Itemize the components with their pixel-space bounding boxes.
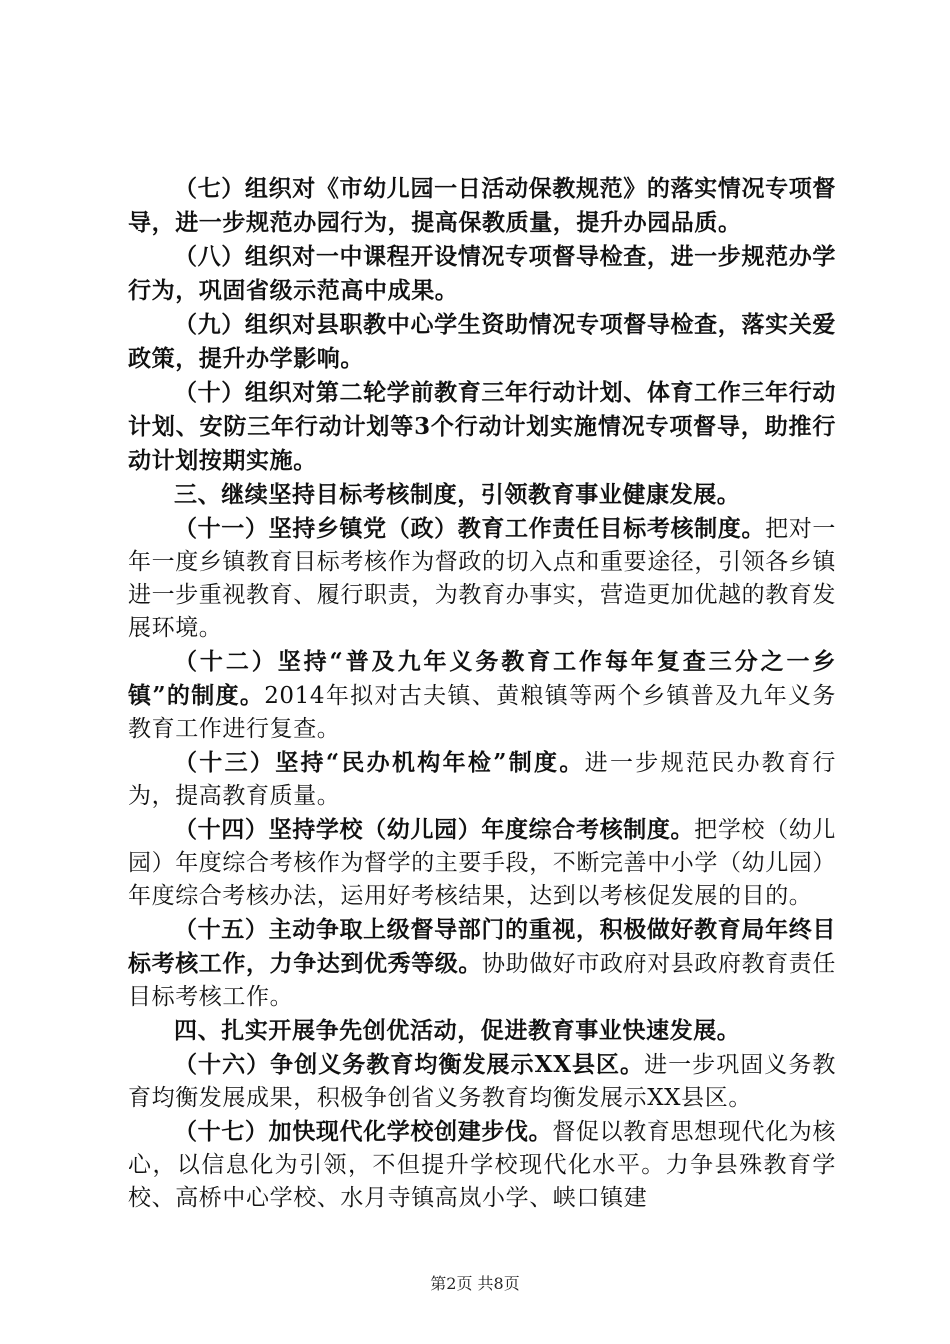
paragraph-text: 进一步规范民办教育行为，提高教育质量。 — [128, 750, 837, 809]
section-heading-text: 三、继续坚持目标考核制度，引领教育事业健康发展。 — [174, 481, 741, 508]
paragraph — [128, 172, 836, 240]
page-footer: 第2页 共8页 — [430, 1274, 520, 1293]
paragraph-heading: （八）组织对一中课程开设情况专项督导检查，进一步规范办学行为，巩固省级示范高中成果。 — [128, 243, 836, 304]
paragraph-text: 进一步巩固义务教育均衡发展成果，积极争创省义务教育均衡发展示XX县区。 — [128, 1052, 836, 1111]
paragraph — [128, 1048, 836, 1115]
paragraph — [128, 512, 836, 645]
paragraph — [128, 308, 836, 376]
paragraph — [128, 240, 836, 308]
paragraph-heading: （十一）坚持乡镇党（政）教育工作责任目标考核制度。 — [174, 515, 766, 542]
paragraph-heading: （十三）坚持“民办机构年检”制度。 — [174, 749, 585, 776]
paragraph — [128, 813, 836, 913]
section-heading — [128, 478, 836, 512]
paragraph-heading: （十）组织对第二轮学前教育三年行动计划、体育工作三年行动计划、安防三年行动计划等3个行动计划实施情况专项督导，助推行动计划按期实施。 — [128, 379, 836, 474]
paragraph-text: 协助做好市政府对县政府教育责任目标考核工作。 — [128, 951, 836, 1010]
section-heading — [128, 1014, 836, 1048]
paragraph — [128, 1115, 836, 1215]
paragraph-text: 把学校（幼儿园）年度综合考核作为督学的主要手段，不断完善中小学（幼儿园）年度综合考核办法，运用好考核结果，达到以考核促发展的目的。 — [128, 817, 836, 909]
paragraph — [128, 645, 836, 746]
paragraph — [128, 746, 836, 813]
paragraph-heading: （十二）坚持“普及九年义务教育工作每年复查三分之一乡镇”的制度。 — [128, 648, 836, 709]
paragraph-heading: （九）组织对县职教中心学生资助情况专项督导检查，落实关爱政策，提升办学影响。 — [128, 311, 836, 372]
paragraph-text: 把对一年一度乡镇教育目标考核作为督政的切入点和重要途径，引领各乡镇进一步重视教育、履行职责，为教育办事实，营造更加优越的教育发展环境。 — [128, 516, 836, 641]
paragraph — [128, 913, 836, 1014]
section-heading-text: 四、扎实开展争先创优活动，促进教育事业快速发展。 — [174, 1017, 741, 1044]
paragraph — [128, 376, 836, 478]
paragraph-text: 2014年拟对古夫镇、黄粮镇等两个乡镇普及九年义务教育工作进行复查。 — [128, 683, 836, 742]
paragraph-heading: （十四）坚持学校（幼儿园）年度综合考核制度。 — [174, 816, 695, 843]
paragraph-heading: （十七）加快现代化学校创建步伐。 — [174, 1118, 553, 1145]
paragraph-heading: （七）组织对《市幼儿园一日活动保教规范》的落实情况专项督导，进一步规范办园行为，提高保教质量，提升办园品质。 — [128, 175, 836, 236]
paragraph-text: 督促以教育思想现代化为核心，以信息化为引领，不但提升学校现代化水平。力争县殊教育学校、高桥中心学校、水月寺镇高岚小学、峡口镇建 — [128, 1119, 836, 1211]
document-body — [128, 172, 836, 1215]
paragraph-heading: （十六）争创义务教育均衡发展示XX县区。 — [174, 1051, 645, 1078]
paragraph-heading: （十五）主动争取上级督导部门的重视，积极做好教育局年终目标考核工作，力争达到优秀等级。 — [128, 916, 836, 977]
